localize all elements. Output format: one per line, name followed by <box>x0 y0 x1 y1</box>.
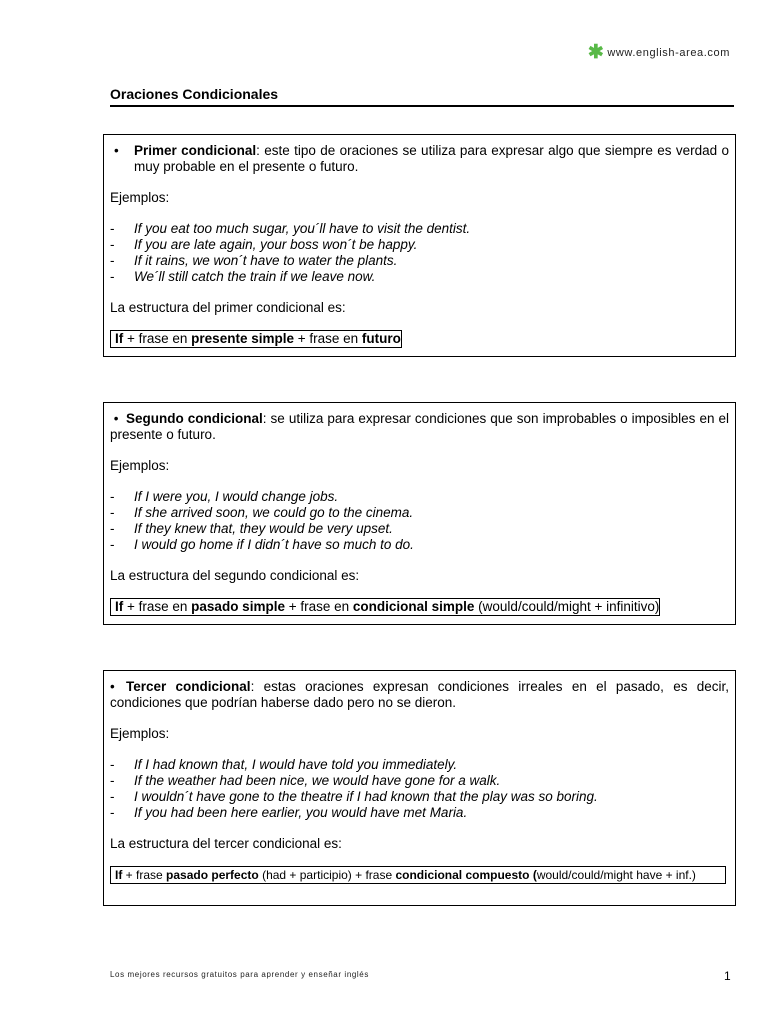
site-url-text: www.english-area.com <box>607 46 730 59</box>
examples-list <box>110 489 729 553</box>
example-item: - If you had been here earlier, you would have met Maria. <box>110 805 468 820</box>
site-url <box>588 43 730 62</box>
example-item: - If I were you, I would change jobs. <box>110 489 339 504</box>
section-intro-text: : este tipo de oraciones se utiliza para expresar algo que siempre es verdad o muy probable en el presente o futuro. <box>134 143 729 174</box>
structure-formula: If + frase en pasado simple + frase en condicional simple (would/could/might + infinitivo) <box>110 598 660 616</box>
examples-label: Ejemplos: <box>110 458 170 473</box>
page-number: 1 <box>724 969 731 983</box>
first-conditional-box <box>103 134 736 357</box>
structure-label: La estructura del primer condicional es: <box>110 300 346 315</box>
example-item: - I wouldn´t have gone to the theatre if I had known that the play was so boring. <box>110 789 598 804</box>
section-term: Primer condicional <box>134 143 257 158</box>
first-conditional-intro <box>110 143 729 175</box>
third-conditional-intro <box>110 679 729 711</box>
bullet-icon: • <box>110 679 115 694</box>
example-item: - If it rains, we won´t have to water the plants. <box>110 253 398 268</box>
second-conditional-box <box>103 402 736 625</box>
section-term: Tercer condicional <box>126 679 251 694</box>
example-item: - If you eat too much sugar, you´ll have to visit the dentist. <box>110 221 471 236</box>
examples-list <box>110 221 729 285</box>
page-title: Oraciones Condicionales <box>110 86 734 107</box>
structure-formula: If + frase pasado perfecto (had + participio) + frase condicional compuesto (would/could/might have + inf.) <box>110 866 726 884</box>
section-intro-text: : se utiliza para expresar condiciones que son improbables o imposibles en el presente o futuro. <box>110 411 729 442</box>
structure-label: La estructura del segundo condicional es: <box>110 568 360 583</box>
structure-label: La estructura del tercer condicional es: <box>110 836 342 851</box>
third-conditional-box <box>103 670 736 906</box>
examples-list <box>110 757 729 821</box>
example-item: - If the weather had been nice, we would have gone for a walk. <box>110 773 501 788</box>
examples-label: Ejemplos: <box>110 726 170 741</box>
section-term: Segundo condicional <box>126 411 263 426</box>
bullet-icon: • <box>114 143 119 158</box>
example-item: - If I had known that, I would have told you immediately. <box>110 757 458 772</box>
example-item: - We´ll still catch the train if we leave now. <box>110 269 376 284</box>
examples-label: Ejemplos: <box>110 190 170 205</box>
bullet-icon: • <box>110 411 119 426</box>
example-item: - I would go home if I didn´t have so much to do. <box>110 537 414 552</box>
footer-tagline: Los mejores recursos gratuitos para aprender y enseñar inglés <box>110 970 369 979</box>
example-item: - If they knew that, they would be very upset. <box>110 521 393 536</box>
section-intro-text: : estas oraciones expresan condiciones irreales en el pasado, es decir, condiciones que podrían haberse dado pero no se dieron. <box>110 679 729 710</box>
structure-formula: If + frase en presente simple + frase en futuro <box>110 330 402 348</box>
example-item: - If she arrived soon, we could go to the cinema. <box>110 505 414 520</box>
second-conditional-intro <box>110 411 729 443</box>
example-item: - If you are late again, your boss won´t be happy. <box>110 237 418 252</box>
green-asterisk-icon: ✱ <box>587 42 605 63</box>
